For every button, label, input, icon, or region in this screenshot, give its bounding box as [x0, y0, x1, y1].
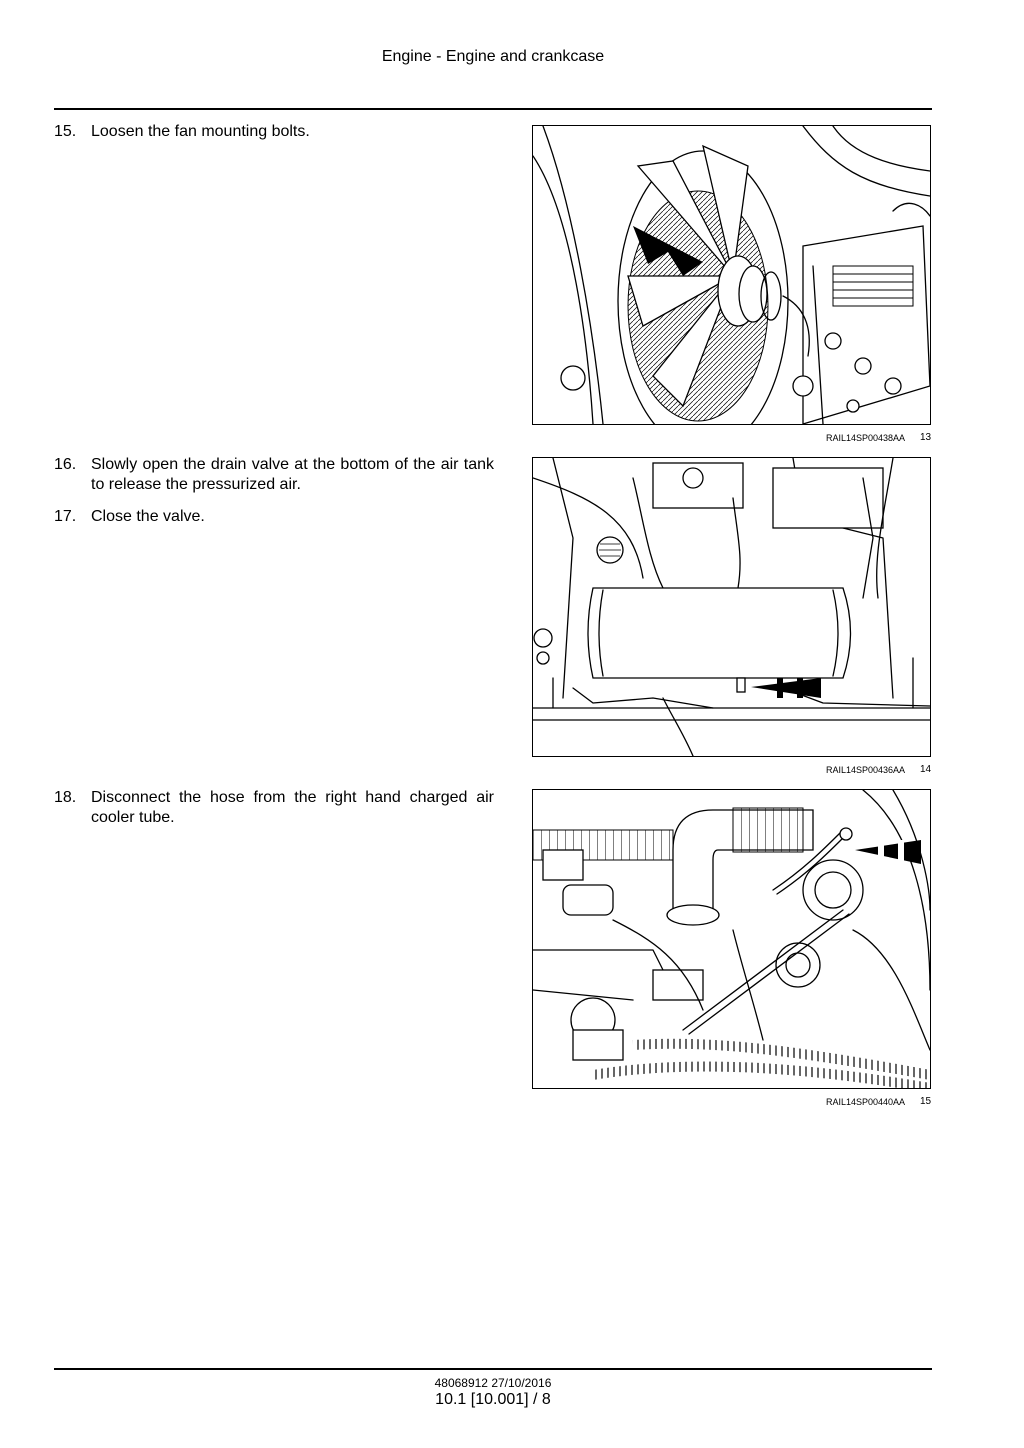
footer-divider	[54, 1368, 932, 1370]
figure-13-fan-illustration	[532, 125, 931, 425]
step-16	[54, 455, 494, 495]
step-number: 16.	[54, 456, 77, 473]
figure-13-caption: RAIL14SP00438AA	[826, 433, 906, 443]
step-18	[54, 788, 494, 828]
step-text: Loosen the fan mounting bolts.	[91, 123, 310, 140]
figure-13-number: 13	[920, 432, 932, 443]
step-15	[54, 122, 494, 142]
figure-14-number: 14	[920, 764, 932, 775]
footer-page-reference: 10.1 [10.001] / 8	[435, 1391, 551, 1408]
header-divider	[54, 108, 932, 110]
figure-15-caption: RAIL14SP00440AA	[826, 1097, 906, 1107]
step-text: Disconnect the hose from the right hand charged air cooler tube.	[91, 789, 494, 826]
step-text: Close the valve.	[91, 508, 205, 525]
figure-15-number: 15	[920, 1096, 932, 1107]
figure-15-cooler-hose-illustration	[532, 789, 931, 1089]
figure-14-air-tank-illustration	[532, 457, 931, 757]
step-17	[54, 507, 494, 527]
figure-14-caption: RAIL14SP00436AA	[826, 765, 906, 775]
step-text: Slowly open the drain valve at the bottom of the air tank to release the pressurized air.	[91, 456, 494, 493]
footer-document-id: 48068912 27/10/2016	[434, 1376, 552, 1390]
step-number: 17.	[54, 508, 77, 525]
step-number: 15.	[54, 123, 77, 140]
page-header-title: Engine - Engine and crankcase	[381, 48, 605, 65]
step-number: 18.	[54, 789, 77, 806]
